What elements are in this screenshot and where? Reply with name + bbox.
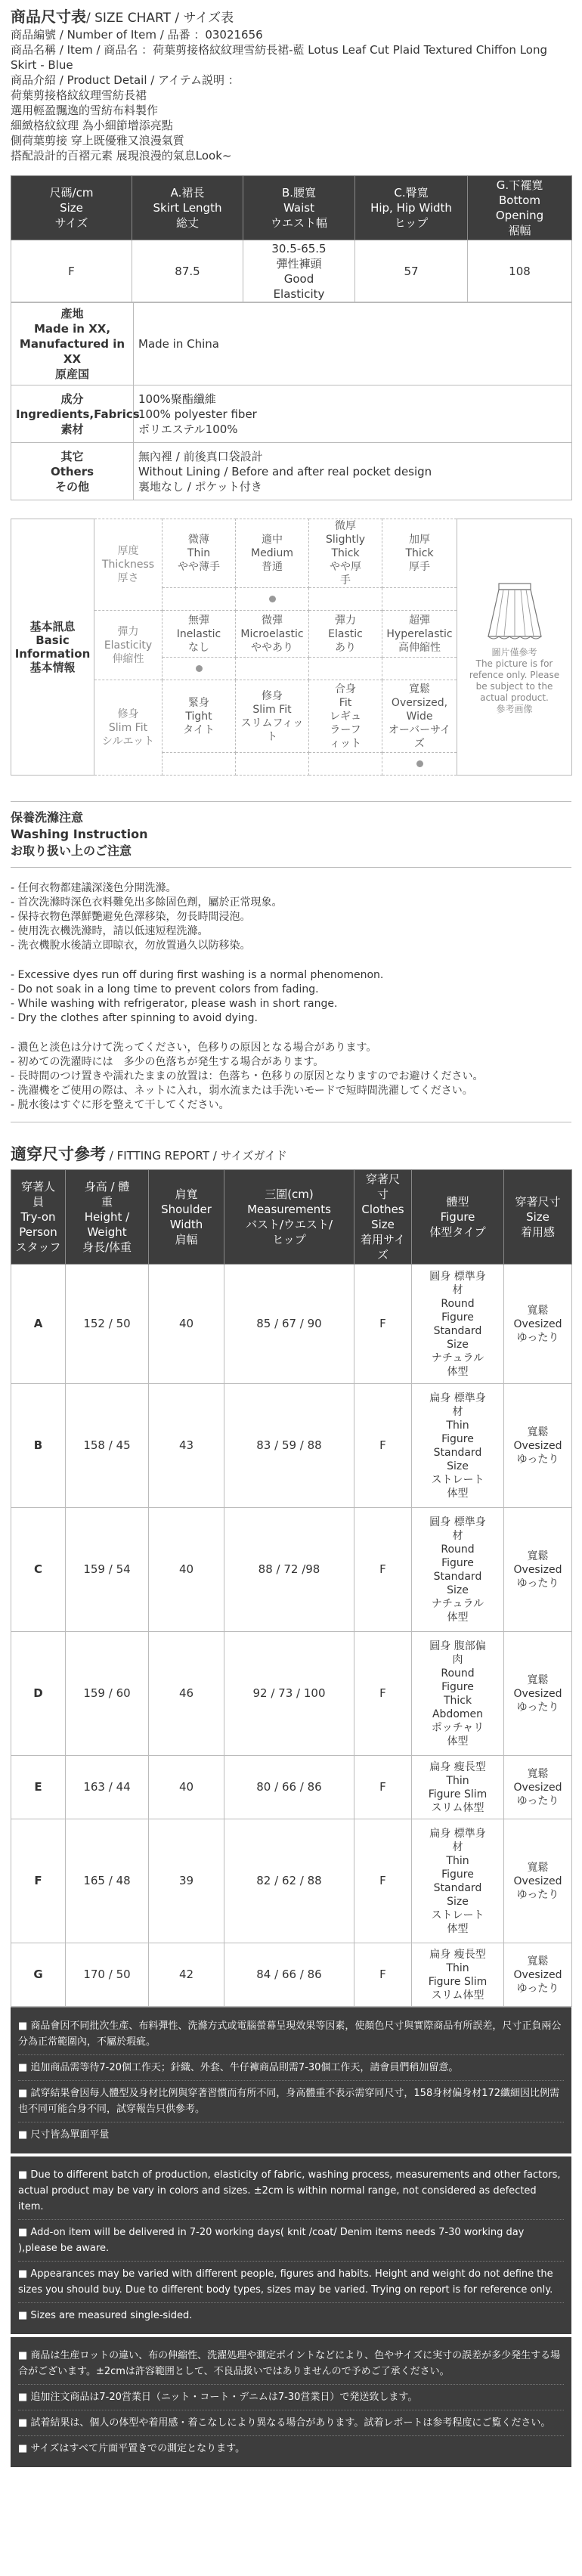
fitting-row: [11, 1943, 572, 2007]
shoulder-header: 肩寬 Shoulder Width 肩幅: [149, 1170, 224, 1265]
measurements: 82 / 62 / 88: [224, 1819, 354, 1943]
material-label: 成分 Ingredients,Fabrics 素材: [11, 385, 134, 443]
basic-info-head: 基本訊息 Basic Information 基本情報: [11, 519, 94, 776]
product-detail-line: 選用輕盈飄逸的雪紡布料製作: [11, 104, 159, 117]
height-weight: 163 / 44: [66, 1756, 149, 1819]
try-on-person: F: [11, 1819, 66, 1943]
height-weight: 158 / 45: [66, 1384, 149, 1508]
size-table-header: [11, 176, 572, 240]
size-feel-header: 穿著尺寸 Size 着用感: [504, 1170, 572, 1265]
notes-zh: [11, 2008, 571, 2153]
product-detail-line: 側荷葉剪接 穿上既優雅又浪漫氣質: [11, 134, 184, 147]
measurements-header: 三圍(cm) Measurements バスト/ウエスト/ ヒップ: [224, 1170, 354, 1265]
elasticity-option-hyperelastic: 超彈 Hyperelastic 高伸縮性: [382, 611, 457, 658]
fitting-row: [11, 1632, 572, 1756]
figure-type: 扁身 標準身 材 Thin Figure Standard Size ストレート 体型: [412, 1384, 504, 1508]
try-on-person: B: [11, 1384, 66, 1508]
shoulder-width: 42: [149, 1943, 224, 2007]
bottom-value: 108: [468, 240, 572, 302]
note-item: ■ 追加商品需等待7-20個工作天；針織、外套、牛仔褲商品則需7-30個工作天，請會員們稍加留意。: [18, 2055, 564, 2081]
note-item: ■ 試着結果は、個人の体型や着用感・着こなしにより異なる場合があります。試着レポートは参考程度にご覧ください。: [18, 2410, 564, 2436]
washing-body: - 任何衣物都建議深淺色分開洗滌。 - 首次洗滌時深色衣料難免出多餘固色劑，屬於正常現象。 - 保持衣物色澤鮮艷避免色澤移染，勿長時間浸泡。 - 使用洗衣機洗滌時，請以低速短程洗滌。 - 洗衣機脫水後請立即晾衣，勿放置過久以防移染。 - Excessive dyes run off during first washing is a normal phenomenon. - Do not soak in a long time to prevent colors from fading. - While washing with refrigerator, please wash in short range. - Dry the clothes after spinning to avoid dying. - 濃色と淡色は分けて洗ってください，色移りの原因となる場合があります。 - 初めての洗濯時には 多少の色落ちが発生する場合があります。 - 長時間のつけ置きや濡れたままの放置は：色落ち・色移りの原因となりますのでお避けください。 - 洗濯機をご使用の際は、ネットに入れ，弱水流または手洗いモードで短時間洗濯してください。 - 脱水後はすぐに形を整えて干してください。: [11, 882, 484, 1111]
fitting-table: [11, 1169, 572, 2007]
skirt-picture-cell: 圖片僅參考 The picture is for refence only. Please be subject to the actual product. 參考画像: [457, 519, 572, 776]
note-item: ■ Sizes are measured single-sided.: [18, 2310, 193, 2321]
size-feel: 寬鬆 Ovesized ゆったり: [504, 1943, 572, 2007]
product-detail-line: 細緻格紋紋理 為小細節增添亮點: [11, 119, 173, 132]
fit-option-oversized: 寬鬆 Oversized, Wide オーバーサイ ズ: [382, 680, 457, 753]
elasticity-option-elastic: 彈力 Elastic あり: [309, 611, 382, 658]
measurements: 88 / 72 /98: [224, 1508, 354, 1632]
size-feel: 寬鬆 Ovesized ゆったり: [504, 1384, 572, 1508]
elasticity-selected-dot: [163, 658, 236, 680]
fitting-row: [11, 1756, 572, 1819]
try-on-person: A: [11, 1265, 66, 1384]
note-item: ■ 尺寸皆為單面平量: [18, 2129, 110, 2141]
shoulder-width: 43: [149, 1384, 224, 1508]
size-feel: 寬鬆 Ovesized ゆったり: [504, 1508, 572, 1632]
clothes-size: F: [354, 1819, 412, 1943]
figure-header: 體型 Figure 体型タイプ: [412, 1170, 504, 1265]
clothes-size: F: [354, 1756, 412, 1819]
spec-table: [11, 302, 572, 500]
elasticity-label: 彈力 Elasticity 伸縮性: [94, 611, 163, 680]
fitting-row: [11, 1819, 572, 1943]
other-label: 其它 Others その他: [11, 443, 134, 500]
height-weight: 159 / 60: [66, 1632, 149, 1756]
try-on-person: E: [11, 1756, 66, 1819]
size-table: [11, 175, 572, 302]
note-item: ■ 商品會因不同批次生產、布料彈性、洗滌方式或電腦螢幕呈現效果等因素，使顏色尺寸與實際商品有所誤差，尺寸正負兩公分為正常範圍內，不屬於瑕疵。: [18, 2014, 564, 2055]
figure-type: 圓身 腹部偏 肉 Round Figure Thick Abdomen ポッチャリ 体型: [412, 1632, 504, 1756]
material-row: [11, 385, 572, 443]
thickness-option-thin: 微薄 Thin やや薄手: [163, 519, 236, 588]
figure-type: 圓身 標準身 材 Round Figure Standard Size ナチュラル 体型: [412, 1508, 504, 1632]
thickness-option-slightly-thick: 微厚 Slightly Thick やや厚 手: [309, 519, 382, 588]
waist-header: B.腰寬 Waist ウエスト幅: [243, 176, 355, 240]
shoulder-width: 46: [149, 1632, 224, 1756]
fitting-row: [11, 1508, 572, 1632]
fitting-row: [11, 1265, 572, 1384]
other-value: 無內裡 / 前後真口袋設計 Without Lining / Before and after real pocket design 裏地なし / ポケット付き: [134, 443, 572, 500]
fit-option-slim: 修身 Slim Fit スリムフィッ ト: [236, 680, 309, 753]
measurements: 85 / 67 / 90: [224, 1265, 354, 1384]
figure-type: 扁身 瘦長型 Thin Figure Slim スリム体型: [412, 1756, 504, 1819]
figure-type: 圓身 標準身 材 Round Figure Standard Size ナチュラル 体型: [412, 1265, 504, 1384]
length-header: A.裙長 Skirt Length 総丈: [132, 176, 243, 240]
basic-info-table: [11, 519, 572, 776]
bottom-header: G.下襬寬 Bottom Opening 裾幅: [468, 176, 572, 240]
thickness-option-thick: 加厚 Thick 厚手: [382, 519, 457, 588]
thickness-option-medium: 適中 Medium 普通: [236, 519, 309, 588]
other-row: [11, 443, 572, 500]
thickness-selected-dot: [236, 588, 309, 611]
item-name: 商品名稱 / Item / 商品名 ：荷葉剪接格紋紋理雪紡長裙-藍 Lotus Leaf Cut Plaid Textured Chiffon Long Skirt - Blue: [11, 43, 548, 72]
size-feel: 寬鬆 Ovesized ゆったり: [504, 1632, 572, 1756]
fit-label: 修身 Slim Fit シルエット: [94, 680, 163, 776]
height-weight: 165 / 48: [66, 1819, 149, 1943]
measurements: 83 / 59 / 88: [224, 1384, 354, 1508]
shoulder-width: 39: [149, 1819, 224, 1943]
waist-value: 30.5-65.5 彈性褲頭 Good Elasticity: [243, 240, 355, 302]
note-item: ■ Appearances may be varied with different people, figures and habits. Height and weight do not define the sizes you should buy. Due to different body types, sizes may be varied. Trying on report is for reference only.: [18, 2262, 564, 2303]
size-header: 尺碼/cm Size サイズ: [11, 176, 132, 240]
origin-row: [11, 303, 572, 385]
product-detail-line: 搭配設計的百褶元素 展現浪漫的氣息Look~: [11, 149, 232, 163]
note-item: ■ Add-on item will be delivered in 7-20 working days( knit /coat/ Denim items needs 7-30 working day ),please be aware.: [18, 2220, 564, 2262]
note-item: ■ 試穿結果會因每人體型及身材比例與穿著習慣而有所不同，身高體重不表示需穿同尺寸，158身材偏身材172纖細因比例需也不同可能合身不同，試穿報告只供參考。: [18, 2081, 564, 2122]
size-feel: 寬鬆 Ovesized ゆったり: [504, 1819, 572, 1943]
height-weight: 152 / 50: [66, 1265, 149, 1384]
measurements: 84 / 66 / 86: [224, 1943, 354, 2007]
origin-label: 產地 Made in XX, Manufactured in XX 原産国: [11, 303, 134, 385]
try-on-person: C: [11, 1508, 66, 1632]
clothes-size: F: [354, 1384, 412, 1508]
elasticity-option-microelastic: 微彈 Microelastic ややあり: [236, 611, 309, 658]
shoulder-width: 40: [149, 1265, 224, 1384]
shoulder-width: 40: [149, 1508, 224, 1632]
person-header: 穿著人 員 Try-on Person スタッフ: [11, 1170, 66, 1265]
product-detail-line: 荷葉剪接格紋紋理雪紡長裙: [11, 88, 147, 102]
thickness-label: 厚度 Thickness 厚さ: [94, 519, 163, 611]
try-on-person: G: [11, 1943, 66, 2007]
clothes-size-header: 穿著尺 寸 Clothes Size 着用サイ ズ: [354, 1170, 412, 1265]
elasticity-option-inelastic: 無彈 Inelastic なし: [163, 611, 236, 658]
size-feel: 寬鬆 Ovesized ゆったり: [504, 1756, 572, 1819]
hip-value: 57: [355, 240, 468, 302]
figure-type: 扁身 瘦長型 Thin Figure Slim スリム体型: [412, 1943, 504, 2007]
washing-title: 保養洗滌注意 Washing Instruction お取り扱い上のご注意: [11, 801, 571, 868]
washing-instruction: [11, 801, 571, 1122]
notes-en: [11, 2156, 571, 2334]
note-item: ■ 追加注文商品は7-20営業日（ニット・コート・デニムは7-30営業日）で発送致します。: [18, 2385, 564, 2410]
notes-ja: [11, 2337, 571, 2467]
hip-header: C.臀寬 Hip, Hip Width ヒップ: [355, 176, 468, 240]
origin-value: Made in China: [134, 303, 572, 385]
measurements: 92 / 73 / 100: [224, 1632, 354, 1756]
product-header: [0, 0, 582, 163]
fit-option-tight: 緊身 Tight タイト: [163, 680, 236, 753]
notes-section: [11, 2007, 571, 2467]
length-value: 87.5: [132, 240, 243, 302]
size-value: F: [11, 240, 132, 302]
material-value: 100%聚酯纖維 100% polyester fiber ポリエステル100%: [134, 385, 572, 443]
height-weight-header: 身高 / 體 重 Height / Weight 身長/体重: [66, 1170, 149, 1265]
fit-option-fit: 合身 Fit レギュ ラーフ ィット: [309, 680, 382, 753]
fitting-report-title: 適穿尺寸參考 / FITTING REPORT / サイズガイド: [11, 1145, 287, 1163]
item-number: 商品編號 / Number of Item / 品番 ：03021656: [11, 28, 263, 42]
size-chart-title: 商品尺寸表/ SIZE CHART / サイズ表: [11, 8, 234, 26]
note-item: ■ サイズはすべて片面平置きでの測定となります。: [18, 2443, 246, 2454]
note-item: ■ Due to different batch of production, elasticity of fabric, washing process, measurements and other factors, actual product may be vary in colors and sizes. ±2cm is within normal range, not considered as defected item.: [18, 2163, 564, 2220]
clothes-size: F: [354, 1265, 412, 1384]
pleated-skirt-illustration: [481, 579, 549, 644]
product-detail-label: 商品介紹 / Product Detail / アイテム説明 ：: [11, 73, 240, 87]
fitting-table-header: [11, 1170, 572, 1265]
clothes-size: F: [354, 1508, 412, 1632]
fitting-table-body: [11, 1265, 572, 2007]
clothes-size: F: [354, 1632, 412, 1756]
try-on-person: D: [11, 1632, 66, 1756]
clothes-size: F: [354, 1943, 412, 2007]
figure-type: 扁身 標準身 材 Thin Figure Standard Size ストレート 体型: [412, 1819, 504, 1943]
fit-selected-dot: [382, 753, 457, 776]
height-weight: 170 / 50: [66, 1943, 149, 2007]
fitting-row: [11, 1384, 572, 1508]
size-feel: 寬鬆 Ovesized ゆったり: [504, 1265, 572, 1384]
note-item: ■ 商品は生産ロットの違い、布の伸縮性、洗濯処理や測定ポイントなどにより、色やサイズに実寸の誤差が多少発生する場合がございます。±2cmは許容範囲として、不良品扱いではありませんので予めご了承ください。: [18, 2343, 564, 2385]
height-weight: 159 / 54: [66, 1508, 149, 1632]
shoulder-width: 40: [149, 1756, 224, 1819]
size-table-row: [11, 240, 572, 302]
measurements: 80 / 66 / 86: [224, 1756, 354, 1819]
